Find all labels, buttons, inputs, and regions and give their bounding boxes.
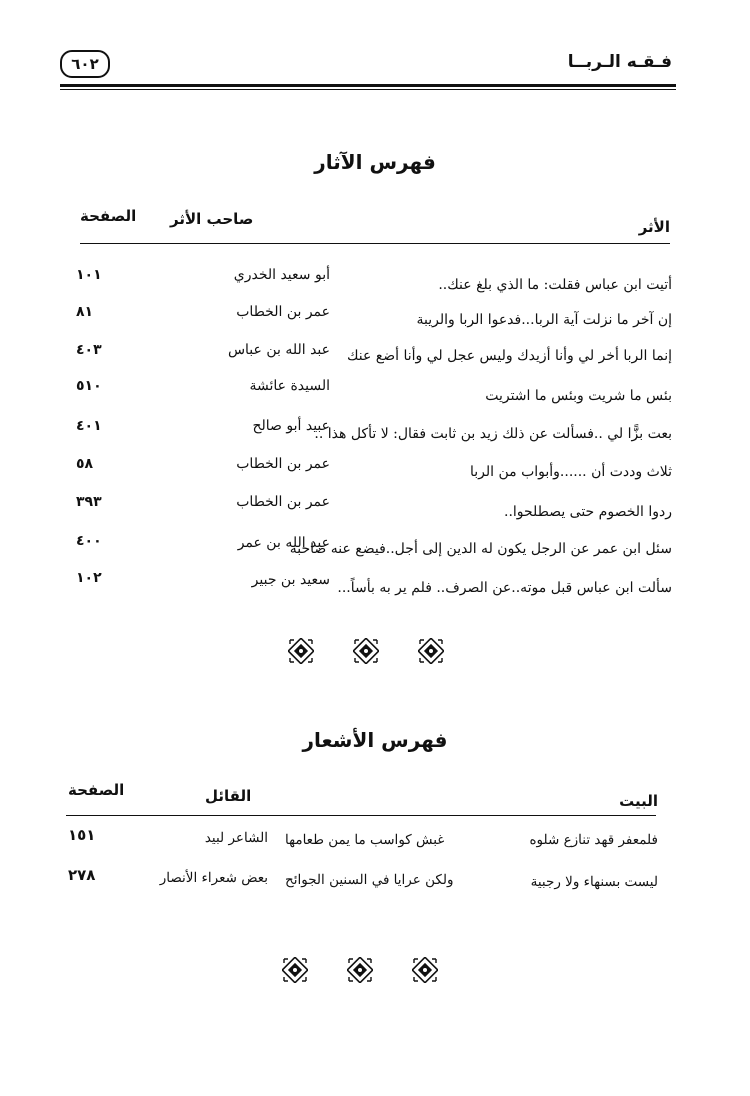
- athar-author: السيدة عائشة: [249, 378, 330, 394]
- athar-page: ٨١: [76, 304, 94, 320]
- athar-author: عمر بن الخطاب: [236, 494, 330, 510]
- athar-text: ردوا الخصوم حتى يصطلحوا..: [504, 504, 672, 520]
- running-header: [60, 46, 676, 90]
- header-rule-thin: [60, 89, 676, 90]
- ornament-icon: [288, 638, 314, 664]
- athar-row: [0, 456, 750, 486]
- athar-page: ٣٩٣: [76, 494, 102, 510]
- ornament-icon: [347, 957, 373, 983]
- athar-text: أتيت ابن عباس فقلت: ما الذي بلغ عنك..: [438, 277, 672, 293]
- book-title: فـقـه الـربــا: [567, 52, 672, 72]
- athar-page: ٥٨: [76, 456, 94, 472]
- poetry-column-poet: القائل: [205, 787, 252, 805]
- athar-text: إنما الربا أخر لي وأنا أزيدك وليس عجل لي وأنا أضع عنك: [346, 348, 672, 364]
- athar-row: [0, 378, 750, 408]
- athar-column-author: صاحب الأثر: [170, 210, 254, 228]
- verse-poet: بعض شعراء الأنصار: [159, 870, 268, 886]
- athar-column-page: الصفحة: [80, 207, 137, 225]
- athar-author: عبد الله بن عباس: [227, 342, 330, 358]
- ornament-icon: [282, 957, 308, 983]
- athar-page: ٤٠٣: [76, 342, 102, 358]
- verse-second-hemistich: غبش كواسب ما يمن طعامها: [285, 832, 445, 848]
- athar-author: سعيد بن جبير: [251, 572, 330, 588]
- athar-author: عمر بن الخطاب: [236, 456, 330, 472]
- verse-page: ١٥١: [68, 826, 96, 844]
- athar-text: بعت بزًّا لي ..فسألت عن ذلك زيد بن ثابت فقال: لا تأكل هذا ..: [314, 426, 672, 442]
- athar-text: سئل ابن عمر عن الرجل يكون له الدين إلى أجل..فيضع عنه صاحبه: [289, 541, 672, 557]
- athar-row: [0, 570, 750, 600]
- verse-second-hemistich: ولكن عرايا في السنين الجوائح: [285, 872, 454, 888]
- section-divider: [0, 957, 750, 987]
- poetry-row: [0, 826, 750, 856]
- athar-row: [0, 265, 750, 295]
- verse-poet: الشاعر لبيد: [204, 830, 268, 846]
- athar-author: عبيد أبو صالح: [252, 418, 330, 434]
- verse-page: ٢٧٨: [68, 866, 96, 884]
- athar-index-title: فهرس الآثار: [314, 150, 436, 174]
- athar-page: ٤٠٠: [76, 533, 102, 549]
- ornament-icon: [412, 957, 438, 983]
- ornament-icon: [418, 638, 444, 664]
- athar-page: ٤٠١: [76, 418, 102, 434]
- athar-text: سألت ابن عباس قبل موته..عن الصرف.. فلم ير به بأساً...: [337, 580, 672, 596]
- athar-text: بئس ما شريت وبئس ما اشتريت: [485, 388, 672, 404]
- athar-column-text: الأثر: [638, 218, 670, 236]
- header-rule: [60, 84, 676, 87]
- section-divider: [0, 638, 750, 668]
- athar-author: عبد الله بن عمر: [237, 535, 330, 551]
- athar-row: [0, 342, 750, 372]
- poetry-header-rule: [66, 815, 656, 816]
- verse-first-hemistich: ليست بسنهاء ولا رجبية: [530, 874, 658, 890]
- athar-page: ١٠٢: [76, 570, 102, 586]
- poetry-index-title: فهرس الأشعار: [302, 728, 448, 752]
- ornament-icon: [353, 638, 379, 664]
- athar-text: إن آخر ما نزلت آية الربا...فدعوا الربا والريبة: [416, 312, 672, 328]
- athar-author: أبو سعيد الخدري: [233, 267, 330, 283]
- athar-header-rule: [80, 243, 670, 244]
- athar-row: [0, 494, 750, 524]
- poetry-row: [0, 866, 750, 896]
- athar-page: ١٠١: [76, 267, 102, 283]
- athar-row: [0, 418, 750, 448]
- poetry-column-page: الصفحة: [68, 781, 125, 799]
- athar-row: [0, 533, 750, 563]
- page-number: ٦٠٢: [60, 50, 110, 78]
- poetry-column-verse: البيت: [619, 792, 658, 810]
- athar-page: ٥١٠: [76, 378, 102, 394]
- verse-first-hemistich: فلمعفر قهد تنازع شلوه: [529, 832, 658, 848]
- athar-row: [0, 304, 750, 334]
- athar-text: ثلاث وددت أن ......وأبواب من الربا: [469, 464, 672, 480]
- athar-author: عمر بن الخطاب: [236, 304, 330, 320]
